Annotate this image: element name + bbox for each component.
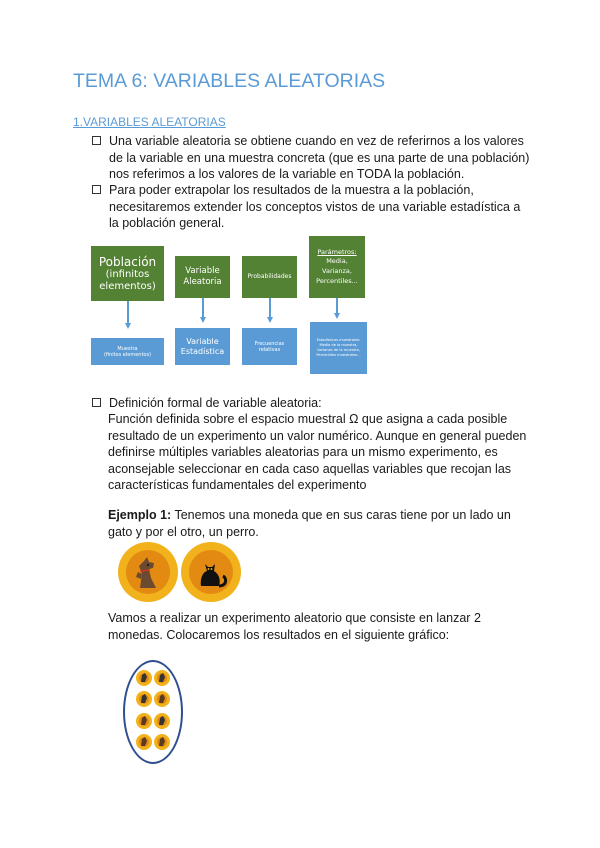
box-muestra	[91, 338, 164, 365]
experiment-text: Vamos a realizar un experimento aleatorio que consiste en lanzar 2 monedas. Colocaremos los resultados en el siguiente gráfico:	[108, 611, 481, 642]
box-variable-aleatoria-title: Variable Aleatoria	[183, 266, 222, 287]
example-text: Tenemos una moneda que en sus caras tiene por un lado un gato y por el otro, un perro.	[108, 508, 511, 539]
box-muestra-title: Muestra	[117, 345, 138, 352]
box-parametros	[309, 236, 365, 298]
section-heading: 1.VARIABLES ALEATORIAS	[73, 115, 226, 129]
box-variable-aleatoria	[175, 256, 230, 298]
box-poblacion	[91, 246, 164, 301]
bullet-2	[92, 182, 532, 232]
bullet-2-text: Para poder extrapolar los resultados de la muestra a la población, necesitaremos extender los conceptos vistos de una variable estadística a la población general.	[109, 183, 521, 230]
page-title: TEMA 6: VARIABLES ALEATORIAS	[73, 70, 386, 92]
box-probabilidades	[242, 256, 297, 298]
example-label: Ejemplo 1:	[108, 508, 172, 522]
box-parametros-title: Parámetros:	[317, 248, 357, 256]
box-variable-estadistica-title: Variable Estadística	[180, 336, 225, 356]
box-frecuencias-title: Frecuencias relativas	[254, 340, 285, 353]
checkbox-icon	[92, 136, 101, 145]
box-variable-estadistica	[175, 328, 230, 365]
box-muestra-sub: (finitos elementos)	[103, 351, 152, 358]
checkbox-icon	[92, 185, 101, 194]
box-frecuencias	[242, 328, 297, 365]
bullet-1	[92, 133, 532, 183]
checkbox-icon	[92, 398, 101, 407]
outcome-coin-icon	[136, 670, 170, 750]
bullet-3-text: Definición formal de variable aleatoria:	[109, 396, 322, 410]
cat-coin-icon	[181, 542, 241, 602]
box-estadisticos-title: Estadísticos muestrales: Media de la muestra, Varianza de la muestra, Percentiles muestrales...	[316, 338, 361, 357]
dog-coin-icon	[118, 542, 178, 602]
bullet-3	[92, 395, 532, 412]
box-poblacion-sub: (infinitos elementos)	[99, 268, 156, 292]
example-1	[108, 507, 538, 540]
box-probabilidades-title: Probabilidades	[247, 273, 292, 280]
box-estadisticos	[310, 322, 367, 374]
box-poblacion-title: Población	[98, 254, 157, 269]
box-parametros-sub: Media, Varianza, Percentiles...	[316, 257, 358, 285]
definition-text: Función definida sobre el espacio muestral Ω que asigna a cada posible resultado de un experimento un valor numérico. Aunque en general pueden definirse múltiples variables aleatorias para un mismo experimento, es aconsejable seleccionar en cada caso aquellas variables que recojan las características fundamentales del experimento	[108, 412, 527, 492]
bullet-1-text: Una variable aleatoria se obtiene cuando en vez de referirnos a los valores de la variable en una muestra concreta (que es una parte de una población) nos referimos a los valores de la variable en TODA la población.	[109, 134, 530, 181]
